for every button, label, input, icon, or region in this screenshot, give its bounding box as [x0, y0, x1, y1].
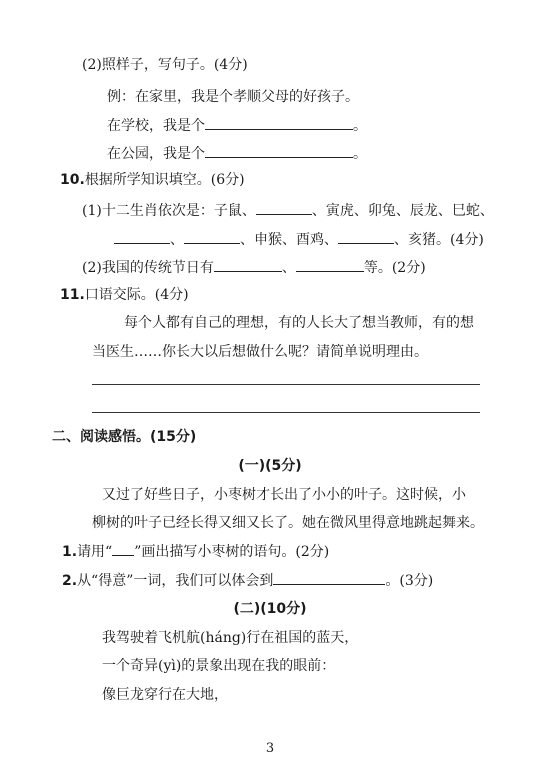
poem-line1: 我驾驶着飞机航(háng)行在祖国的蓝天，	[102, 630, 359, 646]
question-number: 1.	[62, 544, 78, 560]
q10-p1-text-d: 、申猴、酉鸡、	[240, 232, 338, 248]
answer-line[interactable]	[92, 384, 480, 385]
answer-blank[interactable]	[184, 229, 240, 244]
q11-title: 口语交际。(4分)	[84, 287, 189, 303]
q2-line1-suffix: 。	[353, 118, 367, 134]
q2-header: (2)照样子，写句子。(4分)	[82, 57, 248, 73]
q10-number: 10.	[60, 172, 85, 188]
answer-blank[interactable]	[205, 143, 353, 158]
q11-number: 11.	[60, 287, 85, 303]
page-number: 3	[265, 741, 275, 756]
answer-blank[interactable]	[205, 115, 353, 130]
answer-blank[interactable]	[273, 570, 385, 585]
part1-q1-text-a: 请用“	[77, 544, 113, 560]
poem-line2: 一个奇异(yì)的景象出现在我的眼前：	[102, 658, 336, 674]
section2-title: 二、阅读感悟。(15分)	[52, 429, 197, 445]
q2-example: 例：在家里，我是个孝顺父母的好孩子。	[107, 89, 359, 105]
q10-p2-text-a: (2)我国的传统节日有	[82, 260, 214, 276]
q2-line2-suffix: 。	[353, 146, 367, 162]
q11-text-line2: 当医生……你长大以后想做什么呢？请简单说明理由。	[92, 344, 428, 360]
q10-p1-text-b: 、寅虎、卯兔、辰龙、巳蛇、	[311, 203, 494, 219]
part1-question2	[62, 570, 433, 591]
answer-blank[interactable]	[256, 200, 312, 215]
q11-text-line1: 每个人都有自己的理想，有的人长大了想当教师，有的想	[124, 315, 474, 331]
q10-title: 根据所学知识填空。(6分)	[84, 172, 245, 188]
underline-sample	[112, 541, 134, 556]
q10-p1-text-c: 、	[170, 232, 184, 248]
q10-p1-text-a: (1)十二生肖依次是：子鼠、	[82, 203, 256, 219]
part1-q2-text-b: 。(3分)	[385, 573, 434, 589]
answer-blank[interactable]	[214, 257, 282, 272]
q10-part2	[82, 257, 426, 278]
part1-paragraph-line1: 又过了好些日子，小枣树才长出了小小的叶子。这时候，小	[102, 487, 466, 503]
poem-line3: 像巨龙穿行在大地，	[102, 687, 228, 703]
answer-blank[interactable]	[338, 229, 394, 244]
part1-q2-text-a: 从“得意”一词，我们可以体会到	[77, 573, 274, 589]
q2-line2	[107, 143, 367, 164]
q10-part1-line1	[82, 200, 494, 221]
q10-title-line	[60, 170, 245, 190]
part2-heading: (二)(10分)	[233, 601, 307, 617]
question-number: 2.	[62, 573, 78, 589]
part1-paragraph-line2: 柳树的叶子已经长得又细又长了。她在微风里得意地跳起舞来。	[92, 515, 484, 531]
q10-p2-text-b: 、	[281, 260, 296, 276]
q2-line2-prefix: 在公园，我是个	[107, 146, 205, 162]
part1-q1-text-b: ”画出描写小枣树的语句。(2分)	[134, 544, 330, 560]
q2-line1-prefix: 在学校，我是个	[107, 118, 205, 134]
q10-p1-text-e: 、亥猪。(4分)	[394, 232, 484, 248]
answer-line[interactable]	[92, 412, 480, 413]
part1-heading: (一)(5分)	[238, 458, 302, 474]
q11-title-line	[60, 285, 189, 305]
q10-part1-line2	[114, 229, 484, 250]
answer-blank[interactable]	[114, 229, 170, 244]
q10-p2-text-c: 等。(2分)	[363, 260, 426, 276]
answer-blank[interactable]	[296, 257, 364, 272]
q2-line1	[107, 115, 367, 136]
part1-question1	[62, 541, 329, 562]
